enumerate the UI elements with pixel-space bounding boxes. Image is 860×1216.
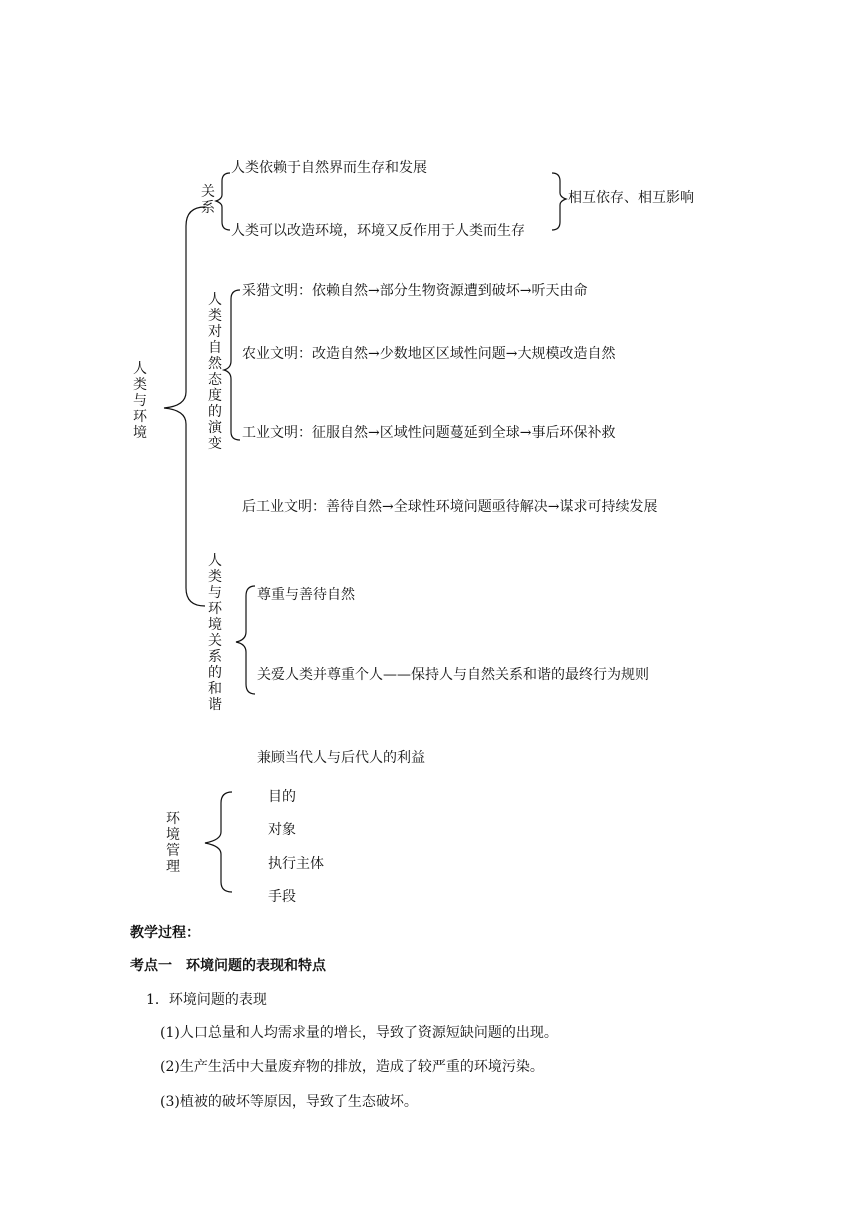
harmony-item: 兼顾当代人与后代人的利益 bbox=[257, 750, 425, 766]
management-item: 目的 bbox=[268, 789, 296, 805]
management-item: 对象 bbox=[268, 822, 296, 838]
root-label: 人类与环境 bbox=[133, 361, 147, 441]
subheading: 1．环境问题的表现 bbox=[146, 992, 267, 1008]
evolution-item: 工业文明：征服自然→区域性问题蔓延到全球→事后环保补救 bbox=[242, 425, 616, 441]
evolution-item: 后工业文明：善待自然→全球性环境问题亟待解决→谋求可持续发展 bbox=[242, 499, 658, 515]
evolution-label: 人类对自然态度的演变 bbox=[208, 292, 222, 452]
paragraph: (3)植被的破坏等原因，导致了生态破坏。 bbox=[160, 1094, 418, 1110]
relation-brace bbox=[216, 173, 230, 230]
lesson-heading: 教学过程： bbox=[130, 925, 200, 941]
management-item: 手段 bbox=[268, 889, 296, 905]
evolution-item: 农业文明：改造自然→少数地区区域性问题→大规模改造自然 bbox=[242, 346, 616, 362]
relation-item: 人类可以改造环境，环境又反作用于人类而生存 bbox=[231, 223, 525, 239]
harmony-item: 关爱人类并尊重个人——保持人与自然关系和谐的最终行为规则 bbox=[257, 667, 649, 683]
evolution-brace bbox=[224, 290, 240, 440]
relation-label: 关系 bbox=[201, 184, 215, 216]
paragraph: (1)人口总量和人均需求量的增长，导致了资源短缺问题的出现。 bbox=[160, 1025, 558, 1041]
management-brace bbox=[205, 792, 232, 892]
point-title: 考点一 环境问题的表现和特点 bbox=[130, 958, 326, 974]
harmony-item: 尊重与善待自然 bbox=[257, 587, 355, 603]
paragraph: (2)生产生活中大量废弃物的排放，造成了较严重的环境污染。 bbox=[160, 1059, 544, 1075]
root-brace bbox=[164, 207, 205, 606]
relation-summary: 相互依存、相互影响 bbox=[568, 190, 694, 206]
relation-item: 人类依赖于自然界而生存和发展 bbox=[231, 160, 427, 176]
management-item: 执行主体 bbox=[268, 856, 324, 872]
management-label: 环境管理 bbox=[166, 811, 180, 875]
harmony-label: 人类与环境关系的和谐 bbox=[208, 553, 222, 713]
relation-summary-brace bbox=[552, 173, 566, 230]
harmony-brace bbox=[236, 586, 255, 694]
evolution-item: 采猎文明：依赖自然→部分生物资源遭到破坏→听天由命 bbox=[242, 283, 588, 299]
